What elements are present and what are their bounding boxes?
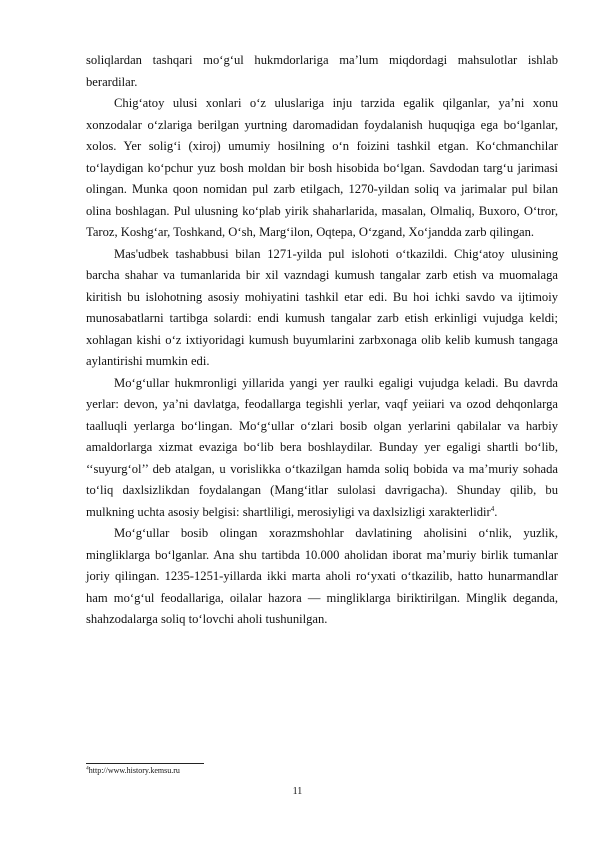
paragraph-4 — [86, 373, 558, 524]
footnote-mark: 4 — [86, 765, 89, 772]
footnote-link[interactable]: http://www.history.kemsu.ru — [88, 766, 180, 775]
paragraph-1 — [86, 50, 558, 93]
paragraph-3-text: Mas'udbek tashabbusi bilan 1271-yilda pul islohoti o‘tkazildi. Chig‘atoy ulusining barcha shahar va tumanlarida bir xil vazndagi kumush tangalar zarb etish va muomalaga kiritish bu islohotning asosiy mohiyatini tashkil etar edi. Bu hoi ichki savdo va ijtimoiy munosabatlarni tartibga solardi: endi kumush tangalar zarb etish erkinligi vujudga keldi; xohlagan kishi o‘z ixtiyoridagi kumush buyumlarini zarbxonaga olib kelib kumush tangaga aylantirishi mumkin edi. — [86, 246, 558, 368]
paragraph-4-text: Mo‘g‘ullar hukmronligi yillarida yangi yer raulki egaligi vujudga keladi. Bu davrda yerlar: devon, ya’ni davlatga, feodallarga tegishli yerlar, vaqf yeiiari va ozod dehqonlarga taalluqli yerlarga bo‘lingan. Mo‘g‘ullar o‘zlari bosib olgan yerlarini qabilalar va harbiy amaldorlarga xizmat evaziga bo‘lib bera boshlaydilar. Bunday yer egaligi shartli bo‘lib, ‘‘suyurg‘ol’’ deb atalgan, u vorislikka o‘tkazilgan hamda soliq bobida va ma’muriy sohada to‘liq daxlsizlikdan foydalangan (Mang‘itlar sulolasi davrigacha). Shunday qilib, bu mulkning uchta asosiy belgisi: shartliligi, merosiyligi va daxlsizligi xarakterlidir — [86, 375, 558, 519]
document-body — [86, 50, 558, 631]
paragraph-4-tail: . — [494, 504, 498, 519]
paragraph-2-text: Chig‘atoy ulusi xonlari o‘z uluslariga inju tarzida egalik qilganlar, ya’ni xonu xonzodalar o‘zlariga berilgan yurtning daromadidan foydalanish huquqiga ega bo‘lganlar, xolos. Yer solig‘i (xiroj) umumiy hosilning o‘n foizini tashkil etgan. Ko‘chmanchilar to‘laydigan ko‘pchur yuz bosh moldan bir bosh hisobida bo‘lgan. Savdodan targ‘u jarimasi olingan. Munka qoon nomidan pul zarb etilgach, 1270-yildan soliq va jarimalar pul bilan olina boshlagan. Pul ulusning ko‘plab yirik shaharlarida, masalan, Olmaliq, Buxoro, O‘tror, Taroz, Koshg‘ar, Toshkand, O‘sh, Marg‘ilon, Oqtepa, O‘zgand, Xo‘jandda zarb qilingan. — [86, 96, 558, 239]
paragraph-3 — [86, 244, 558, 373]
paragraph-5-text: Mo‘g‘ullar bosib olingan xorazmshohlar davlatining aholisini o‘nlik, yuzlik, mingliklarga bo‘lganlar. Ana shu tartibda 10.000 aholidan iborat ma’muriy birlik tumanlar joriy qilingan. 1235-1251-yillarda ikki marta aholi ro‘yxati o‘tkazilib, hatto hunarmandlar ham mo‘g‘ul feodallariga, oilalar hazora — mingliklarga biriktirilgan. Minglik deganda, shahzodalarga soliq to‘lovchi aholi tushunilgan. — [86, 526, 558, 626]
footnote — [86, 766, 180, 775]
paragraph-2 — [86, 93, 558, 244]
footnote-reference[interactable]: 4 — [490, 504, 495, 513]
page-number: 11 — [292, 786, 303, 797]
footnote-divider — [86, 763, 204, 764]
paragraph-1-text: soliqlardan tashqari mo‘g‘ul hukmdorlariga ma’lum miqdordagi mahsulotlar ishlab berardilar. — [86, 53, 558, 89]
paragraph-5 — [86, 523, 558, 631]
